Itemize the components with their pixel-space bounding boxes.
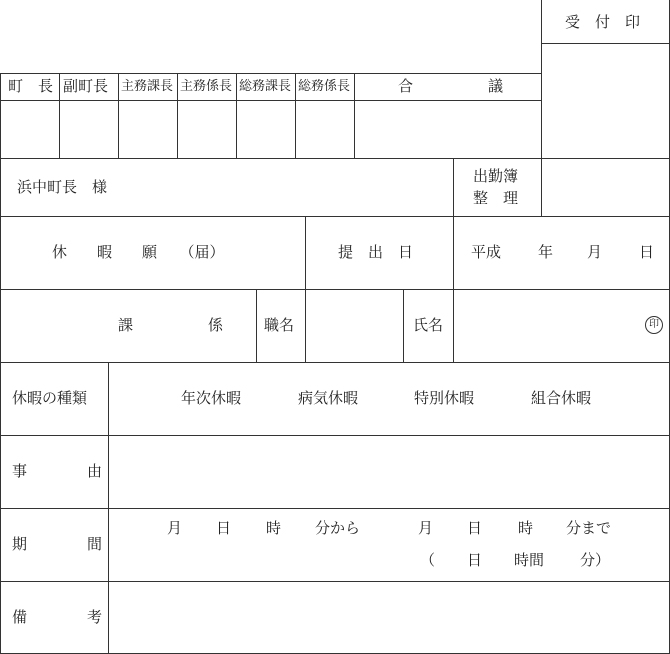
leave-type-special[interactable]: 特別休暇 [414, 389, 475, 407]
name-label: 氏名 [413, 316, 444, 334]
receipt-stamp-label: 受 付 印 [565, 13, 641, 31]
period-from-minute: 分から [315, 519, 361, 537]
seal-box-deputy-mayor[interactable] [60, 101, 118, 158]
seal-mark: 印 [645, 316, 663, 334]
submit-date-label: 提 出 日 [338, 243, 414, 261]
period-to-minute: 分まで [566, 519, 612, 537]
form-title: 休 暇 願 （届） [52, 243, 225, 261]
submit-date-era: 平成 [471, 243, 502, 261]
period-to-month: 月 [418, 519, 434, 537]
addressee: 浜中町長 様 [17, 178, 108, 196]
duration-minutes: 分） [580, 551, 611, 569]
period-from-hour: 時 [266, 519, 282, 537]
reason-label: 事 由 [12, 462, 103, 480]
approver-general-affairs-chief: 総務課長 [239, 79, 292, 94]
approver-deputy-mayor: 副町長 [63, 77, 109, 95]
period-to-hour: 時 [518, 519, 534, 537]
submit-date-month: 月 [587, 243, 603, 261]
leave-type-sick[interactable]: 病気休暇 [298, 389, 359, 407]
seal-box-general-affairs-chief[interactable] [237, 101, 295, 158]
remarks-label: 備 考 [12, 608, 103, 626]
period-from-month: 月 [167, 519, 183, 537]
duration-open: （ [420, 551, 436, 569]
receipt-stamp-box[interactable] [542, 44, 669, 158]
period-to-day: 日 [467, 519, 483, 537]
duration-hours: 時間 [514, 551, 545, 569]
leave-type-annual[interactable]: 年次休暇 [181, 389, 242, 407]
leave-type-union[interactable]: 組合休暇 [531, 389, 592, 407]
post-label: 職名 [264, 316, 295, 334]
approver-mayor: 町 長 [8, 77, 54, 95]
approver-section-chief: 主務課長 [121, 79, 174, 94]
approver-general-affairs-subchief: 総務係長 [298, 79, 351, 94]
period-from-day: 日 [216, 519, 232, 537]
consultation-box[interactable] [355, 101, 541, 158]
post-field[interactable] [306, 290, 403, 362]
submit-date-year: 年 [538, 243, 554, 261]
name-field[interactable] [454, 290, 634, 362]
consultation-label: 合 議 [398, 77, 504, 95]
attendance-label-1: 出勤簿 [473, 167, 519, 185]
section-label: 課 係 [118, 316, 224, 334]
attendance-box[interactable] [542, 159, 669, 216]
approver-subsection-chief: 主務係長 [180, 79, 233, 94]
seal-box-mayor[interactable] [1, 101, 59, 158]
duration-day: 日 [467, 551, 483, 569]
leave-type-label: 休暇の種類 [12, 389, 88, 407]
seal-box-subsection-chief[interactable] [178, 101, 236, 158]
seal-box-section-chief[interactable] [119, 101, 177, 158]
submit-date-day: 日 [639, 243, 655, 261]
reason-field[interactable] [109, 436, 669, 508]
period-label: 期 間 [12, 535, 103, 553]
seal-box-general-affairs-subchief[interactable] [296, 101, 354, 158]
attendance-label-2: 整 理 [473, 189, 519, 207]
remarks-field[interactable] [109, 582, 669, 653]
